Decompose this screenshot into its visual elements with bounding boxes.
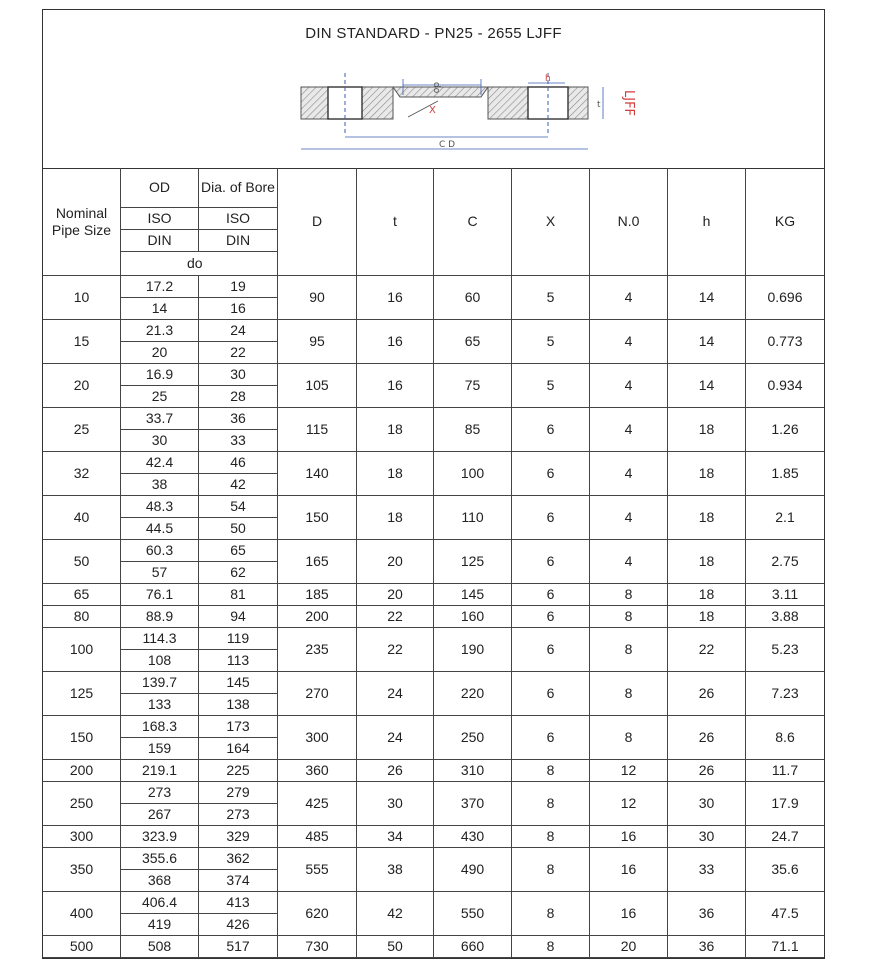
no-cell: 4: [590, 364, 668, 408]
x-cell: 6: [512, 716, 590, 760]
x-cell: 6: [512, 540, 590, 584]
od-din-cell: 419: [121, 914, 199, 936]
bore-iso-cell: 173: [199, 716, 278, 738]
d-cell: 730: [278, 936, 357, 958]
od-iso-cell: 88.9: [121, 606, 199, 628]
t-cell: 38: [357, 848, 434, 892]
t-cell: 16: [357, 320, 434, 364]
bore-din-cell: 28: [199, 386, 278, 408]
od-iso-cell: 273: [121, 782, 199, 804]
size-cell: 20: [43, 364, 121, 408]
bore-iso-cell: 225: [199, 760, 278, 782]
od-iso-cell: 355.6: [121, 848, 199, 870]
od-din-cell: 267: [121, 804, 199, 826]
h-cell: 26: [668, 716, 746, 760]
bore-iso-cell: 24: [199, 320, 278, 342]
od-din-cell: 133: [121, 694, 199, 716]
c-cell: 100: [434, 452, 512, 496]
kg-cell: 24.7: [746, 826, 824, 848]
sheet-title: DIN STANDARD - PN25 - 2655 LJFF: [305, 25, 562, 42]
t-cell: 18: [357, 452, 434, 496]
bore-iso-cell: 119: [199, 628, 278, 650]
no-cell: 12: [590, 760, 668, 782]
d-cell: 105: [278, 364, 357, 408]
c-cell: 310: [434, 760, 512, 782]
size-cell: 400: [43, 892, 121, 936]
kg-cell: 0.934: [746, 364, 824, 408]
no-cell: 8: [590, 584, 668, 606]
od-din-cell: 368: [121, 870, 199, 892]
h-cell: 36: [668, 892, 746, 936]
kg-cell: 5.23: [746, 628, 824, 672]
no-cell: 8: [590, 606, 668, 628]
size-cell: 15: [43, 320, 121, 364]
bore-iso-cell: 279: [199, 782, 278, 804]
header-od-iso: ISO: [121, 208, 199, 230]
d-cell: 115: [278, 408, 357, 452]
kg-cell: 2.1: [746, 496, 824, 540]
x-cell: 8: [512, 848, 590, 892]
t-cell: 18: [357, 408, 434, 452]
kg-cell: 47.5: [746, 892, 824, 936]
c-cell: 190: [434, 628, 512, 672]
size-cell: 10: [43, 276, 121, 320]
t-cell: 16: [357, 276, 434, 320]
t-cell: 18: [357, 496, 434, 540]
h-dim-label: h: [545, 74, 551, 84]
bore-iso-cell: 329: [199, 826, 278, 848]
od-iso-cell: 76.1: [121, 584, 199, 606]
od-din-cell: 44.5: [121, 518, 199, 540]
bore-din-cell: 22: [199, 342, 278, 364]
header-h: h: [668, 168, 746, 276]
x-cell: 5: [512, 320, 590, 364]
d-cell: 90: [278, 276, 357, 320]
size-cell: 300: [43, 826, 121, 848]
bore-iso-cell: 36: [199, 408, 278, 430]
header-nominal: Nominal Pipe Size: [43, 168, 121, 276]
od-iso-cell: 16.9: [121, 364, 199, 386]
h-cell: 33: [668, 848, 746, 892]
spec-sheet: [42, 9, 825, 959]
bore-iso-cell: 517: [199, 936, 278, 958]
od-din-cell: 159: [121, 738, 199, 760]
od-iso-cell: 60.3: [121, 540, 199, 562]
header-od: OD: [121, 168, 199, 208]
h-cell: 18: [668, 606, 746, 628]
h-cell: 14: [668, 320, 746, 364]
header-bore-iso: ISO: [199, 208, 278, 230]
od-iso-cell: 168.3: [121, 716, 199, 738]
h-cell: 36: [668, 936, 746, 958]
x-cell: 6: [512, 584, 590, 606]
h-cell: 18: [668, 496, 746, 540]
header-t: t: [357, 168, 434, 276]
no-cell: 8: [590, 672, 668, 716]
no-cell: 8: [590, 628, 668, 672]
x-cell: 6: [512, 606, 590, 628]
size-cell: 100: [43, 628, 121, 672]
size-cell: 200: [43, 760, 121, 782]
t-cell: 42: [357, 892, 434, 936]
no-cell: 4: [590, 496, 668, 540]
d-cell: 300: [278, 716, 357, 760]
no-cell: 4: [590, 320, 668, 364]
od-din-cell: 25: [121, 386, 199, 408]
t-cell: 34: [357, 826, 434, 848]
h-cell: 18: [668, 540, 746, 584]
d-cell: 485: [278, 826, 357, 848]
size-cell: 50: [43, 540, 121, 584]
bore-din-cell: 33: [199, 430, 278, 452]
d-cell: 360: [278, 760, 357, 782]
c-cell: 85: [434, 408, 512, 452]
x-cell: 5: [512, 364, 590, 408]
kg-cell: 0.773: [746, 320, 824, 364]
do-dim-label: do: [431, 82, 441, 94]
od-din-cell: 20: [121, 342, 199, 364]
od-iso-cell: 33.7: [121, 408, 199, 430]
od-iso-cell: 114.3: [121, 628, 199, 650]
h-cell: 22: [668, 628, 746, 672]
x-cell: 8: [512, 782, 590, 826]
c-cell: 660: [434, 936, 512, 958]
c-cell: 490: [434, 848, 512, 892]
header-X: X: [512, 168, 590, 276]
c-cell: 110: [434, 496, 512, 540]
d-cell: 165: [278, 540, 357, 584]
size-cell: 80: [43, 606, 121, 628]
od-iso-cell: 323.9: [121, 826, 199, 848]
x-cell: 6: [512, 628, 590, 672]
x-cell: 5: [512, 276, 590, 320]
no-cell: 12: [590, 782, 668, 826]
c-cell: 550: [434, 892, 512, 936]
bore-iso-cell: 145: [199, 672, 278, 694]
t-cell: 22: [357, 628, 434, 672]
c-cell: 220: [434, 672, 512, 716]
size-cell: 32: [43, 452, 121, 496]
bore-din-cell: 113: [199, 650, 278, 672]
d-cell: 140: [278, 452, 357, 496]
header-C: C: [434, 168, 512, 276]
no-cell: 4: [590, 408, 668, 452]
header-do: do: [121, 252, 278, 276]
x-cell: 8: [512, 892, 590, 936]
header-kg: KG: [746, 168, 824, 276]
od-iso-cell: 42.4: [121, 452, 199, 474]
x-cell: 6: [512, 452, 590, 496]
t-cell: 20: [357, 584, 434, 606]
no-cell: 4: [590, 452, 668, 496]
bore-din-cell: 62: [199, 562, 278, 584]
size-cell: 150: [43, 716, 121, 760]
od-iso-cell: 406.4: [121, 892, 199, 914]
kg-cell: 3.11: [746, 584, 824, 606]
c-cell: 145: [434, 584, 512, 606]
c-cell: 160: [434, 606, 512, 628]
no-cell: 16: [590, 892, 668, 936]
kg-cell: 17.9: [746, 782, 824, 826]
ljff-side-label: LJFF: [621, 90, 636, 117]
bore-din-cell: 426: [199, 914, 278, 936]
kg-cell: 7.23: [746, 672, 824, 716]
d-cell: 620: [278, 892, 357, 936]
cd-dim-label: C D: [439, 140, 456, 150]
od-din-cell: 38: [121, 474, 199, 496]
h-cell: 18: [668, 584, 746, 606]
d-cell: 270: [278, 672, 357, 716]
x-cell: 8: [512, 936, 590, 958]
h-cell: 26: [668, 672, 746, 716]
size-cell: 500: [43, 936, 121, 958]
od-din-cell: 30: [121, 430, 199, 452]
od-iso-cell: 219.1: [121, 760, 199, 782]
h-cell: 30: [668, 826, 746, 848]
no-cell: 20: [590, 936, 668, 958]
bore-din-cell: 164: [199, 738, 278, 760]
d-cell: 150: [278, 496, 357, 540]
kg-cell: 8.6: [746, 716, 824, 760]
size-cell: 25: [43, 408, 121, 452]
title-area: [43, 10, 824, 169]
od-iso-cell: 17.2: [121, 276, 199, 298]
bore-din-cell: 273: [199, 804, 278, 826]
c-cell: 250: [434, 716, 512, 760]
bore-din-cell: 50: [199, 518, 278, 540]
h-cell: 30: [668, 782, 746, 826]
bore-iso-cell: 65: [199, 540, 278, 562]
t-cell: 22: [357, 606, 434, 628]
no-cell: 16: [590, 826, 668, 848]
d-cell: 200: [278, 606, 357, 628]
od-iso-cell: 508: [121, 936, 199, 958]
od-iso-cell: 48.3: [121, 496, 199, 518]
kg-cell: 2.75: [746, 540, 824, 584]
bore-din-cell: 138: [199, 694, 278, 716]
kg-cell: 1.26: [746, 408, 824, 452]
bore-din-cell: 16: [199, 298, 278, 320]
c-cell: 65: [434, 320, 512, 364]
x-dim-label: X: [429, 105, 436, 116]
header-D: D: [278, 168, 357, 276]
bore-iso-cell: 46: [199, 452, 278, 474]
t-cell: 30: [357, 782, 434, 826]
t-cell: 20: [357, 540, 434, 584]
bore-iso-cell: 413: [199, 892, 278, 914]
header-od-din: DIN: [121, 230, 199, 252]
t-dim-label: t: [597, 100, 601, 110]
od-iso-cell: 139.7: [121, 672, 199, 694]
size-cell: 250: [43, 782, 121, 826]
d-cell: 425: [278, 782, 357, 826]
size-cell: 350: [43, 848, 121, 892]
h-cell: 14: [668, 276, 746, 320]
kg-cell: 0.696: [746, 276, 824, 320]
x-cell: 6: [512, 672, 590, 716]
c-cell: 125: [434, 540, 512, 584]
bore-iso-cell: 81: [199, 584, 278, 606]
bore-iso-cell: 94: [199, 606, 278, 628]
no-cell: 4: [590, 276, 668, 320]
d-cell: 235: [278, 628, 357, 672]
t-cell: 50: [357, 936, 434, 958]
kg-cell: 3.88: [746, 606, 824, 628]
od-din-cell: 57: [121, 562, 199, 584]
bore-din-cell: 374: [199, 870, 278, 892]
bore-din-cell: 42: [199, 474, 278, 496]
x-cell: 6: [512, 496, 590, 540]
size-cell: 125: [43, 672, 121, 716]
t-cell: 16: [357, 364, 434, 408]
bore-iso-cell: 54: [199, 496, 278, 518]
x-cell: 8: [512, 760, 590, 782]
header-no: N.0: [590, 168, 668, 276]
bore-iso-cell: 362: [199, 848, 278, 870]
no-cell: 8: [590, 716, 668, 760]
x-cell: 6: [512, 408, 590, 452]
h-cell: 14: [668, 364, 746, 408]
kg-cell: 35.6: [746, 848, 824, 892]
size-cell: 40: [43, 496, 121, 540]
kg-cell: 1.85: [746, 452, 824, 496]
no-cell: 16: [590, 848, 668, 892]
size-cell: 65: [43, 584, 121, 606]
x-cell: 8: [512, 826, 590, 848]
od-din-cell: 108: [121, 650, 199, 672]
t-cell: 26: [357, 760, 434, 782]
h-cell: 18: [668, 452, 746, 496]
h-cell: 26: [668, 760, 746, 782]
d-cell: 555: [278, 848, 357, 892]
flange-drawing: [253, 65, 643, 160]
kg-cell: 71.1: [746, 936, 824, 958]
c-cell: 60: [434, 276, 512, 320]
header-bore: Dia. of Bore: [199, 168, 278, 208]
h-cell: 18: [668, 408, 746, 452]
bore-iso-cell: 19: [199, 276, 278, 298]
t-cell: 24: [357, 672, 434, 716]
t-cell: 24: [357, 716, 434, 760]
header-bore-din: DIN: [199, 230, 278, 252]
od-iso-cell: 21.3: [121, 320, 199, 342]
kg-cell: 11.7: [746, 760, 824, 782]
c-cell: 430: [434, 826, 512, 848]
od-din-cell: 14: [121, 298, 199, 320]
no-cell: 4: [590, 540, 668, 584]
d-cell: 95: [278, 320, 357, 364]
bore-iso-cell: 30: [199, 364, 278, 386]
c-cell: 75: [434, 364, 512, 408]
c-cell: 370: [434, 782, 512, 826]
d-cell: 185: [278, 584, 357, 606]
